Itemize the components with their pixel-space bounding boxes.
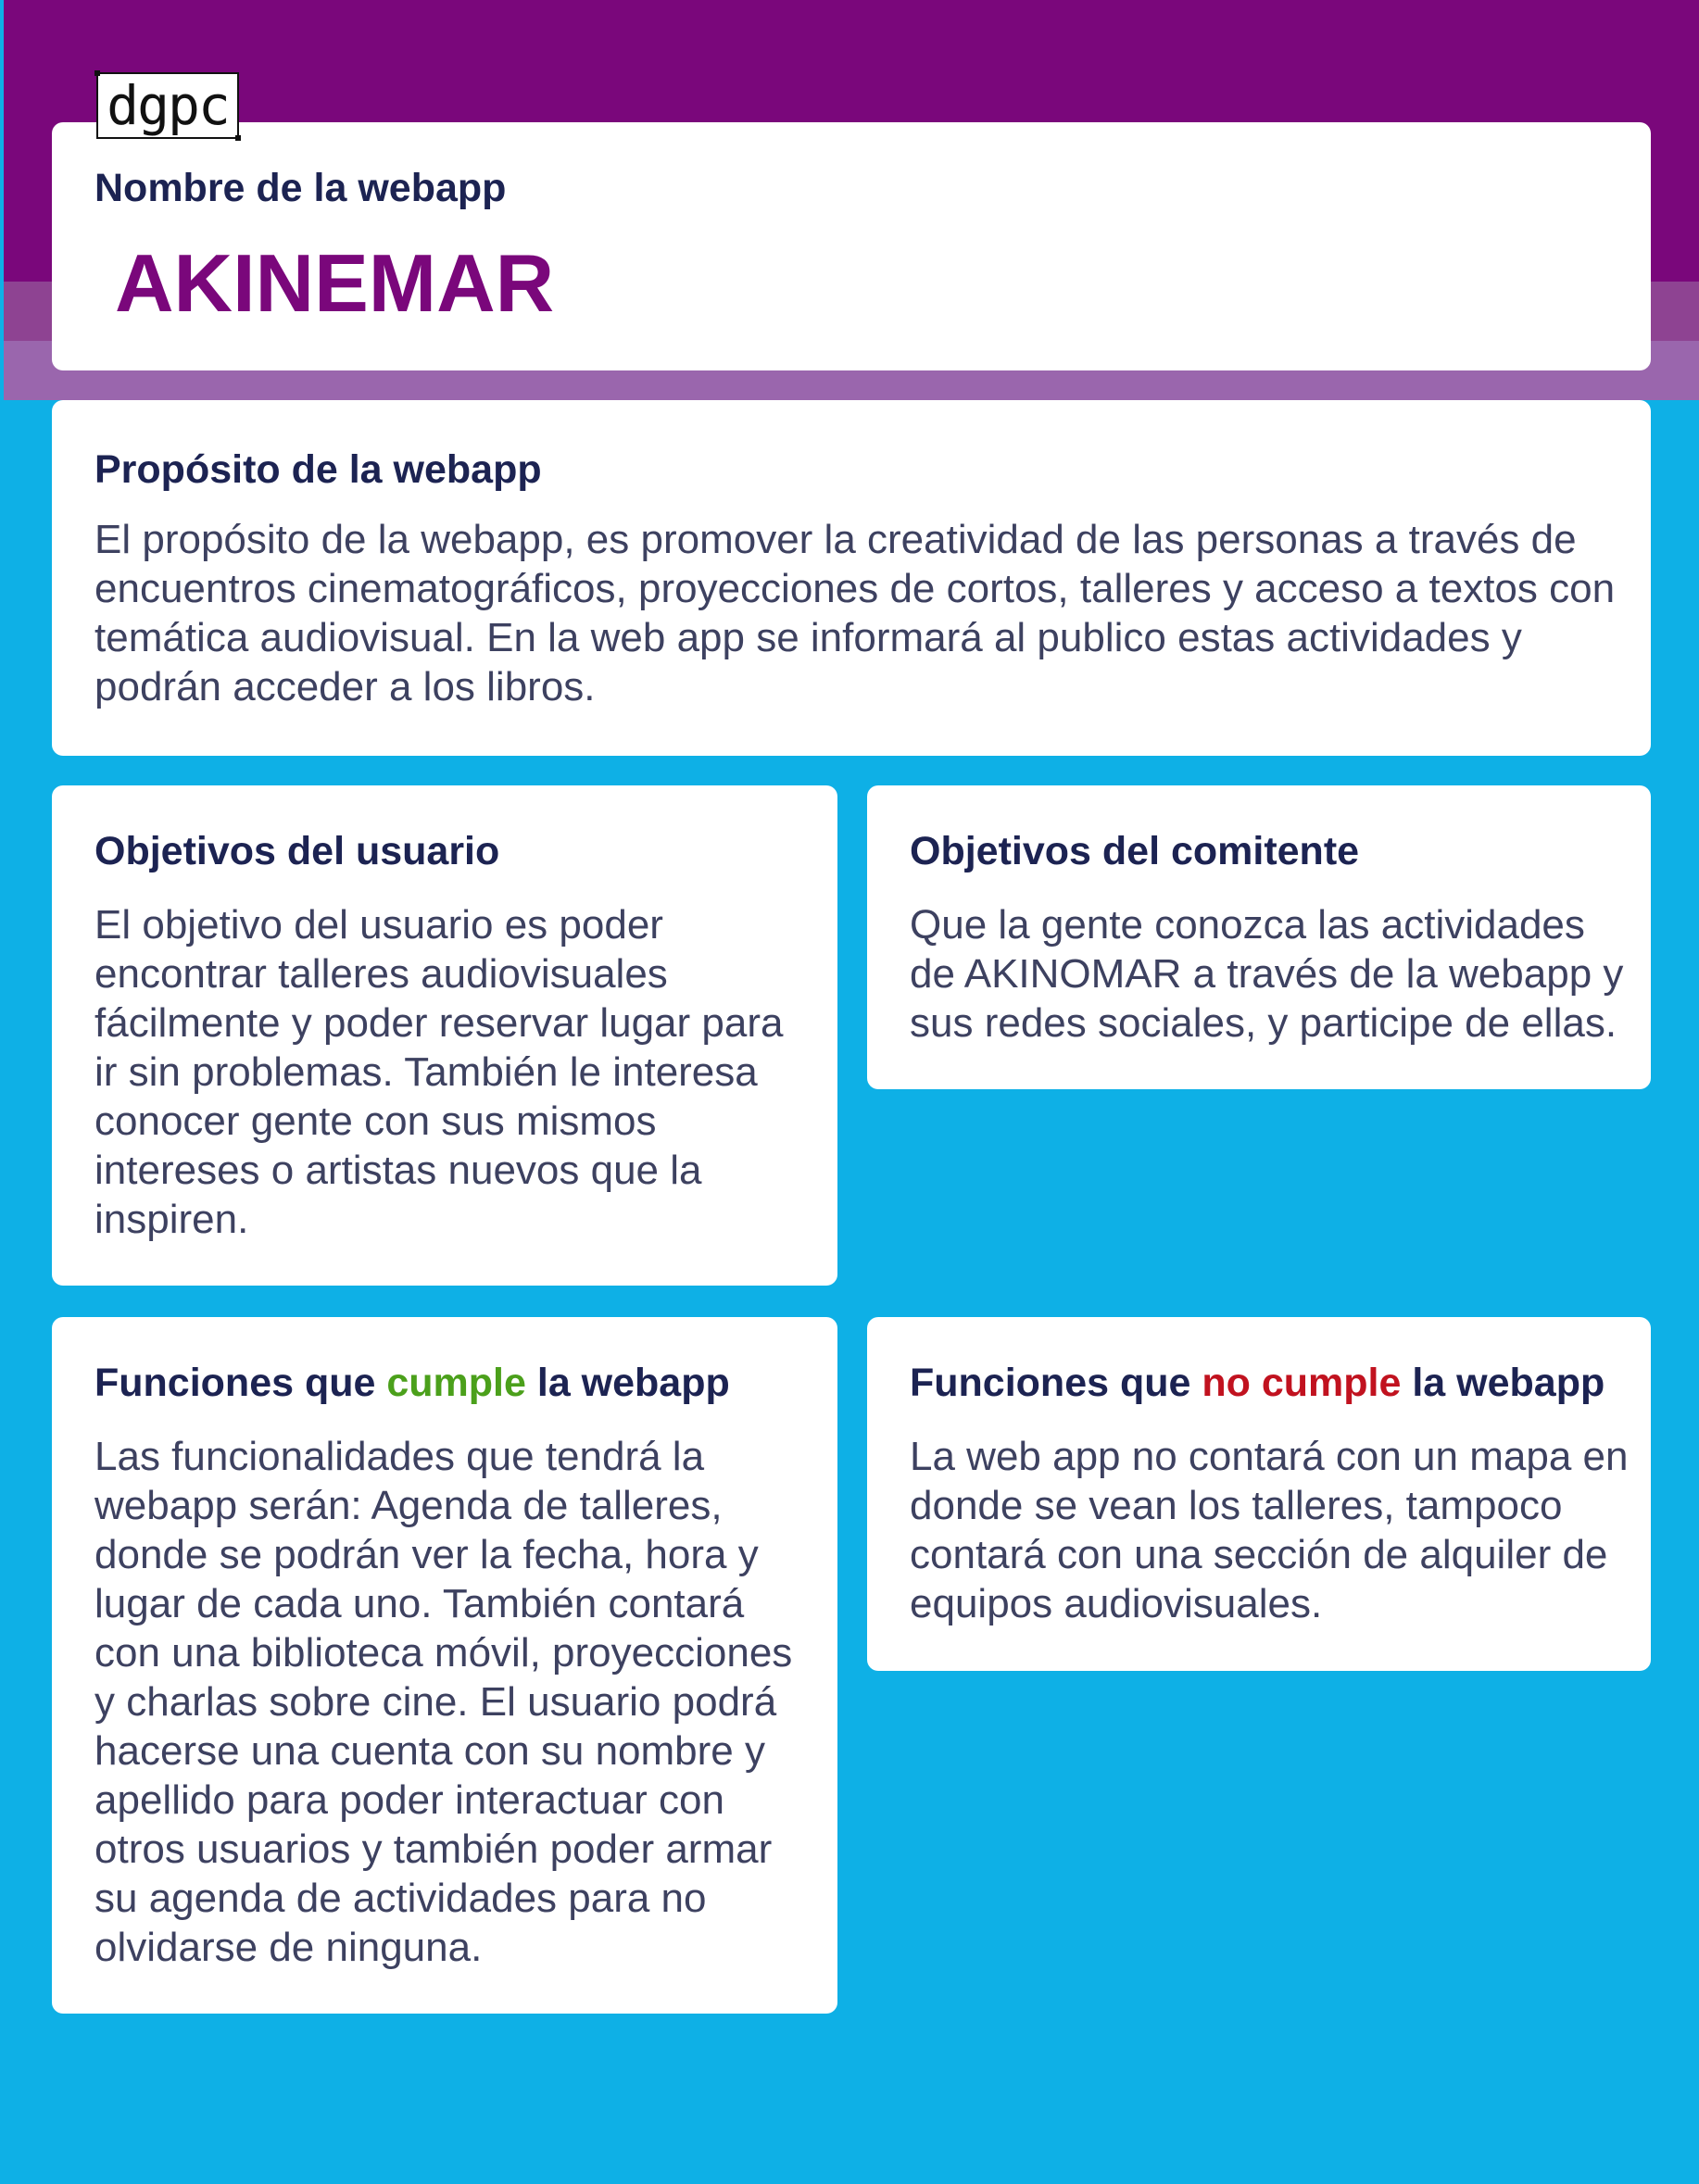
client-goals-heading: Objetivos del comitente <box>910 829 1360 873</box>
webapp-name-card <box>52 122 1651 370</box>
dgpc-logo: dgpc <box>96 72 239 139</box>
included-features-text: Las funcionalidades que tendrá la webapp serán: Agenda de talleres, donde se podrán ver la fecha, hora y lugar de cada uno. También contará con una biblioteca móvil, proyecciones y charlas sobre cine. El usuario podrá hacerse una cuenta con su nombre y apellido para poder interactuar con otros usuarios y también poder armar su agenda de actividades para no olvidarse de ninguna. <box>94 1434 793 1970</box>
excluded-heading-highlight: no cumple <box>1202 1361 1402 1405</box>
webapp-name-label: Nombre de la webapp <box>94 166 507 210</box>
included-heading-prefix: Funciones que <box>94 1361 387 1405</box>
purpose-heading: Propósito de la webapp <box>94 447 542 492</box>
excluded-heading-suffix: la webapp <box>1401 1361 1605 1405</box>
client-goals-text: Que la gente conozca las actividades de AKINOMAR a través de la webapp y sus redes sociales, y participe de ellas. <box>910 902 1624 1046</box>
webapp-name-value: AKINEMAR <box>115 237 555 329</box>
included-features-card <box>52 1317 837 2014</box>
user-goals-text: El objetivo del usuario es poder encontrar talleres audiovisuales fácilmente y poder reservar lugar para ir sin problemas. También le interesa conocer gente con sus mismos intereses o artistas nuevos que la inspiren. <box>94 902 784 1242</box>
purpose-text: El propósito de la webapp, es promover la creatividad de las personas a través de encuentros cinematográficos, proyecciones de cortos, talleres y acceso a textos con temática audiovisual. En la web app se informará al publico estas actividades y podrán acceder a los libros. <box>94 517 1616 709</box>
brief-page <box>4 0 1699 2184</box>
included-heading-highlight: cumple <box>386 1361 526 1405</box>
user-goals-card <box>52 785 837 1286</box>
excluded-features-heading <box>910 1360 1605 1408</box>
excluded-features-text: La web app no contará con un mapa en donde se vean los talleres, tampoco contará con una sección de alquiler de equipos audiovisuales. <box>910 1434 1629 1626</box>
included-heading-suffix: la webapp <box>525 1361 730 1405</box>
user-goals-heading: Objetivos del usuario <box>94 829 500 873</box>
client-goals-card <box>867 785 1651 1089</box>
purpose-card <box>52 400 1651 756</box>
excluded-heading-prefix: Funciones que <box>910 1361 1202 1405</box>
included-features-heading <box>94 1360 730 1408</box>
excluded-features-card <box>867 1317 1651 1671</box>
